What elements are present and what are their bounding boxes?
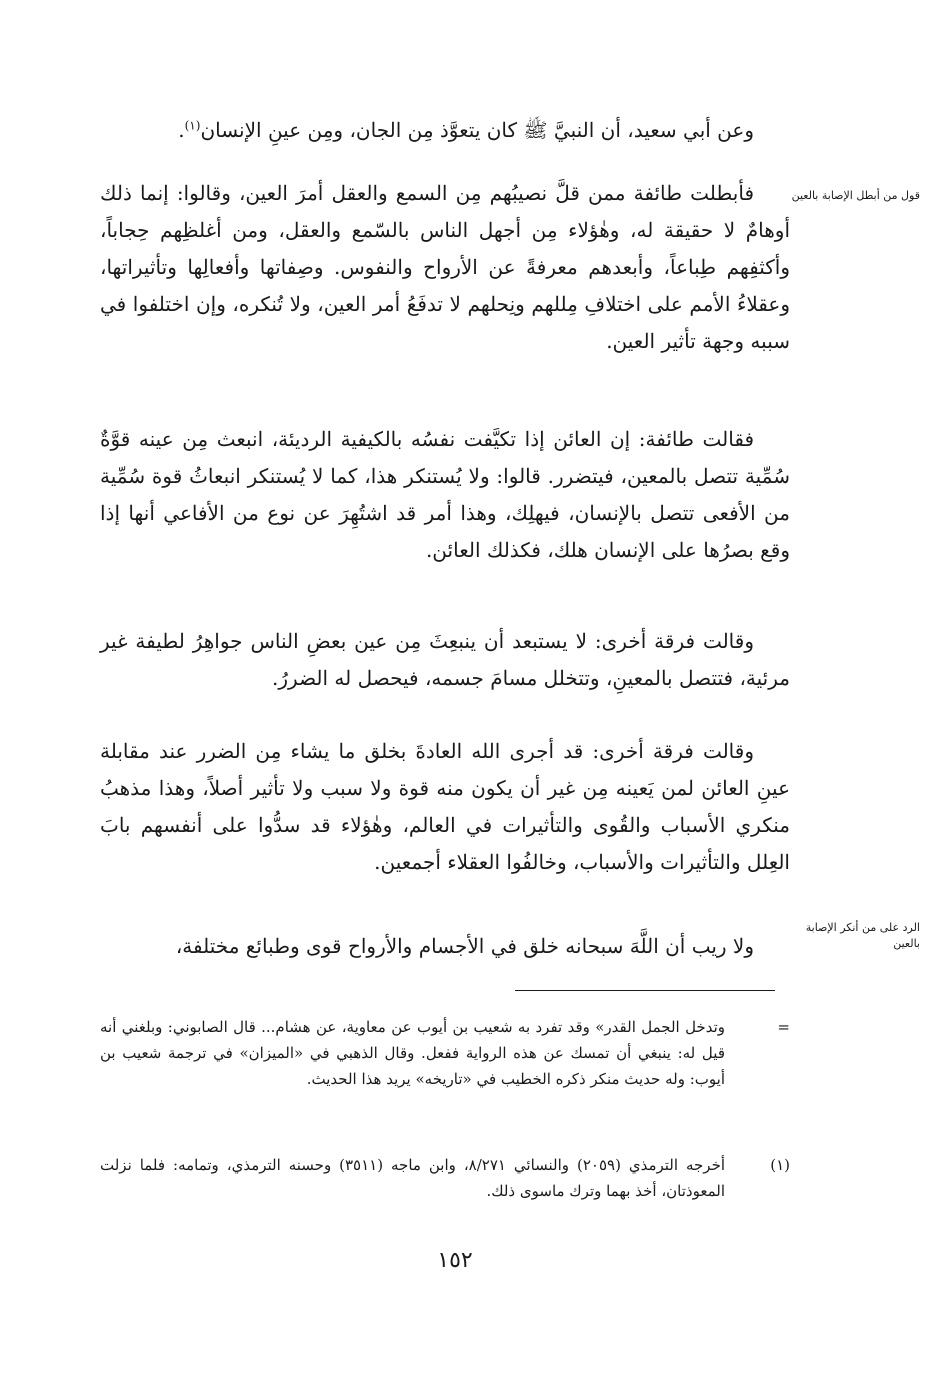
footnote-continuation: وتدخل الجمل القدر» وقد تفرد به شعيب بن أيوب عن معاوية، عن هشام... قال الصابوني: وبلغني أنه قيل له: ينبغي أن تمسك عن هذه الرواية ففعل. وقال الذهبي في «الميزان» في ترجمة شعيب بن أيوب: وله حديث منكر ذكره الخطيب في «تاريخه» يريد هذا الحديث. xyxy=(100,1018,725,1088)
paragraph-first-group: فقالت طائفة: إن العائن إذا تكيَّفت نفسُه بالكيفية الرديئة، انبعث مِن عينه قوَّةٌ سُمِّية تتصل بالمعين، فيتضرر. قالوا: ولا يُستنكر هذا، كما لا يُستنكر انبعاثُ قوة سُمِّية من الأفعى تتصل بالإنسان، فيهلِك، وهذا أمر قد اشتُهِرَ عن نوع من الأفاعي أنها إذا وقع بصرُها على الإنسان هلك، فكذلك العائن. xyxy=(100,427,790,562)
margin-note-response: الرد على من أنكر الإصابة بالعين xyxy=(805,921,920,950)
page-number: ١٥٢ xyxy=(437,1248,473,1273)
footnote-ref-1[interactable]: (١) xyxy=(184,118,201,133)
paragraph-second-group: وقالت فرقة أخرى: لا يستبعد أن ينبعِثَ مِن عين بعضِ الناس جواهِرُ لطيفة غير مرئية، فتتصل بالمعينِ، وتتخلل مسامَ جسمه، فيحصل له الضررُ. xyxy=(100,629,790,690)
footnote-continuation-marker: = xyxy=(777,1018,790,1036)
paragraph-deniers: فأبطلت طائفة ممن قلَّ نصيبُهم مِن السمع والعقل أمرَ العين، وقالوا: إنما ذلك أوهامٌ لا حقيقة له، وهٰؤلاء مِن أجهل الناس بالسّمع والعقل، ومن أغلظِهم حِجاباً، وأكثفِهم طِباعاً، وأبعدهم معرفةً عن الأرواح والنفوس. وصِفاتها وأفعالِها وتأثيراتها، وعقلاءُ الأمم على اختلافِ مِللهم ونِحلهم لا تدفَعُ أمر العين، ولا تُنكره، وإن اختلفوا في سببه وجهة تأثير العين. xyxy=(100,181,790,353)
footnote-divider xyxy=(515,990,775,991)
paragraph-response: ولا ريب أن اللَّهَ سبحانه خلق في الأجسام والأرواح قوى وطبائع مختلفة، xyxy=(175,934,754,958)
paragraph-third-group: وقالت فرقة أخرى: قد أجرى الله العادةَ بخلق ما يشاء مِن الضرر عند مقابلة عينِ العائن لمن يَعينه مِن غير أن يكون منه قوة ولا سبب ولا تأثير أصلاً، وهذا مذهبُ منكري الأسباب والقُوى والتأثيرات في العالم، وهٰؤلاء قد سدُّوا على أنفسهم بابَ العِلل والتأثيرات والأسباب، وخالفُوا العقلاء أجمعين. xyxy=(100,739,790,874)
footnote-1-marker: (١) xyxy=(770,1156,790,1174)
margin-note-deniers: قول من أبطل الإصابة بالعين xyxy=(791,189,920,202)
paragraph-hadith: وعن أبي سعيد، أن النبيَّ ﷺ كان يتعوَّذ مِن الجان، ومِن عينِ الإنسان$^{(١)}$. xyxy=(178,118,754,142)
footnote-1: أخرجه الترمذي (٢٠٥٩) والنسائي ٨/٢٧١، وابن ماجه (٣٥١١) وحسنه الترمذي، وتمامه: فلما نزلت المعوذتان، أخذ بهما وترك ماسوى ذلك. xyxy=(100,1156,726,1200)
